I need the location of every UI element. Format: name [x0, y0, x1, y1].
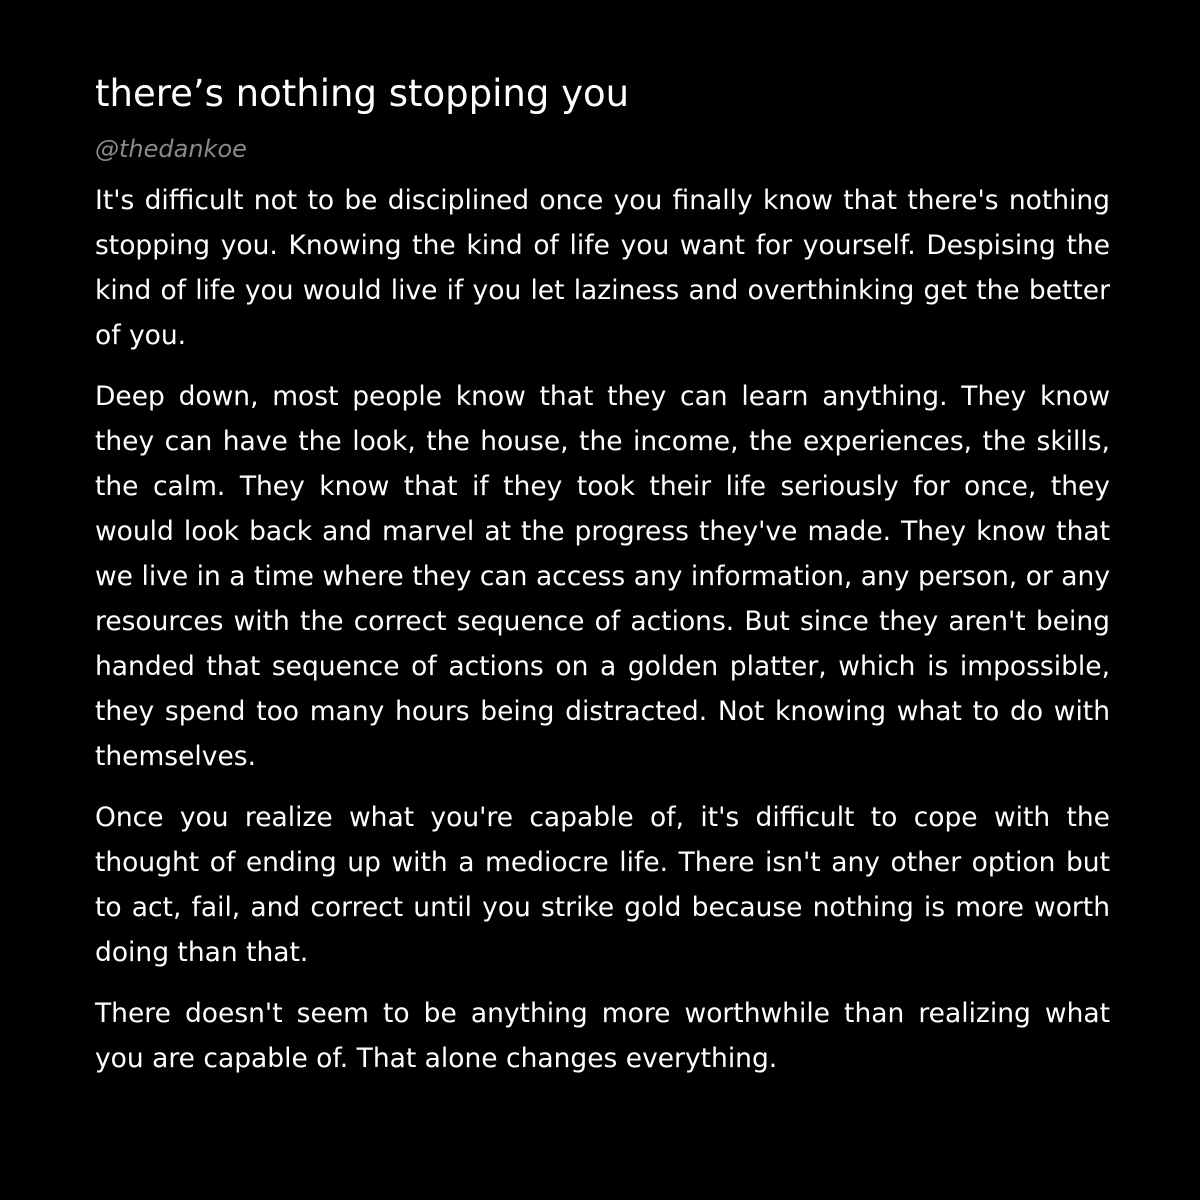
post-title: there’s nothing stopping you	[95, 72, 630, 115]
paragraph-4: There doesn't seem to be anything more worthwhile than realizing what you are capable of. That alone changes everything.	[95, 998, 1110, 1074]
paragraph-3: Once you realize what you're capable of, it's difficult to cope with the thought of ending up with a mediocre life. There isn't any other option but to act, fail, and correct until you strike gold because nothing is more worth doing than that.	[95, 802, 1110, 968]
author-handle: @thedankoe	[95, 135, 247, 163]
post-card	[95, 68, 1110, 1097]
post-body	[95, 178, 1110, 1081]
paragraph-2: Deep down, most people know that they can learn anything. They know they can have the look, the house, the income, the experiences, the skills, the calm. They know that if they took their life seriously for once, they would look back and marvel at the progress they've made. They know that we live in a time where they can access any information, any person, or any resources with the correct sequence of actions. But since they aren't being handed that sequence of actions on a golden platter, which is impossible, they spend too many hours being distracted. Not knowing what to do with themselves.	[95, 381, 1110, 772]
paragraph-1: It's difficult not to be disciplined once you finally know that there's nothing stopping you. Knowing the kind of life you want for yourself. Despising the kind of life you would live if you let laziness and overthinking get the better of you.	[95, 185, 1110, 351]
